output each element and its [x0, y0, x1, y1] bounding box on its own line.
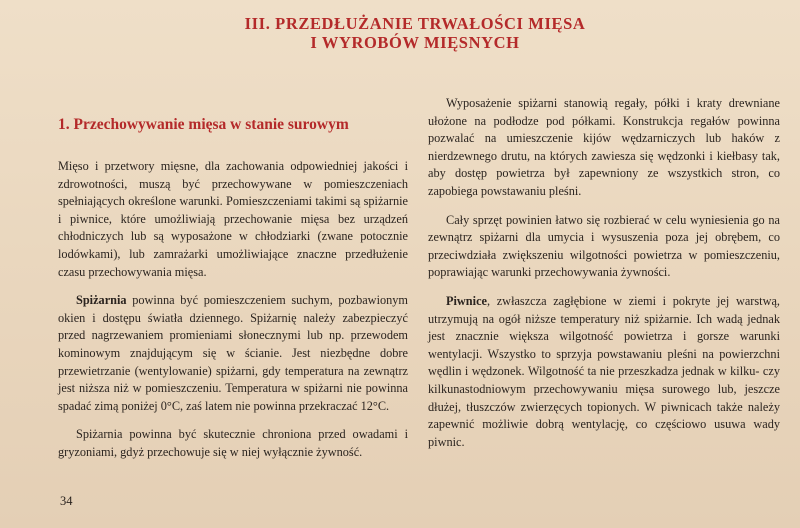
paragraph [58, 292, 408, 415]
paragraph-text: , zwłaszcza zagłębione w ziemi i pokryte jej warstwą, utrzymują na ogół niższe temperatury niż spiżarnie. Ich wadą jednak jest znacznie większa wilgotność powietrza i gorsze warunki wentylacji. Wszystko to sprzyja powstawaniu pleśni na powierzchni wędlin i wędzonek. Wilgotność ta nie przeszkadza jednak w kilku- czy kilkunastodniowym przechowywaniu mięsa surowego lub, jeszcze dłużej, tłuszczów zwierzęcych topionych. W piwnicach także należy zapewnić możliwie dobrą wentylację, co częściowo usuwa wady piwnic. [428, 293, 780, 449]
paragraph-lead-term: Spiżarnia [76, 293, 127, 308]
paragraph-text: Cały sprzęt powinien łatwo się rozbierać w celu wyniesienia go na zewnątrz spiżarni dla umycia i wysuszenia poza jej obrębem, co przeciwdziała zwiększeniu wilgotności powietrza w pomieszczeniu, poprawiając warunki przechowywania żywności. [428, 212, 780, 280]
paragraph-text: Spiżarnia powinna być skutecznie chroniona przed owadami i gryzoniami, gdyż przechowuje się w niej wyłącznie żywność. [58, 427, 408, 459]
paragraph-text: Wyposażenie spiżarni stanowią regały, półki i kraty drewniane ułożone na podłodze pod półkami. Konstrukcja regałów powinna pozwalać na umieszczenie kijów wędzarniczych lub haków z nierdzewnego drutu, na których zawiesza się wędzonki i kiełbasy tak, aby dostęp powietrza był zapewniony ze wszystkich stron, co zapobiega powstawaniu pleśni. [428, 96, 780, 198]
paragraph-text: Mięso i przetwory mięsne, dla zachowania odpowiedniej jakości i zdrowotności, muszą być przechowywane w pomieszczeniach spełniających określone warunki. Pomieszczeniami takimi są spiżarnie i piwnice, które umożliwiają przechowanie mięsa bez urządzeń chłodniczych lub są wyposażone w chłodziarki (zwane potocznie lodówkami), lub zamrażarki umożliwiające znaczne przedłużenie czasu przechowywania mięsa. [58, 159, 408, 279]
paragraph [58, 426, 408, 461]
paragraph-text: powinna być pomieszczeniem suchym, pozbawionym okien i dostępu światła dziennego. Spiżarnię należy zabezpieczyć przed nagrzewaniem promieniami słonecznymi lub np. przewodem kominowym znajdującym się w ścianie. Jest niezbędne dobre przewietrzanie (wentylowanie) spiżarni, gdy temperatura na zewnątrz jest niższa niż w pomieszczeniu. Temperatura w spiżarni nie powinna spadać zimą poniżej 0°C, zaś latem nie powinna przekraczać 12°C. [58, 293, 408, 413]
paragraph [428, 212, 780, 282]
paragraph [428, 293, 780, 451]
left-column [58, 158, 408, 473]
chapter-title-line-1: III. PRZEDŁUŻANIE TRWAŁOŚCI MIĘSA [244, 14, 586, 33]
chapter-title-line-2: I WYROBÓW MIĘSNYCH [310, 33, 520, 52]
paragraph-lead-term: Piwnice [446, 293, 487, 308]
paragraph [58, 158, 408, 281]
section-title: 1. Przechowywanie mięsa w stanie surowym [58, 116, 349, 133]
paragraph [428, 95, 780, 201]
right-column [428, 95, 780, 462]
chapter-title [180, 14, 650, 52]
page-number: 34 [60, 494, 73, 508]
